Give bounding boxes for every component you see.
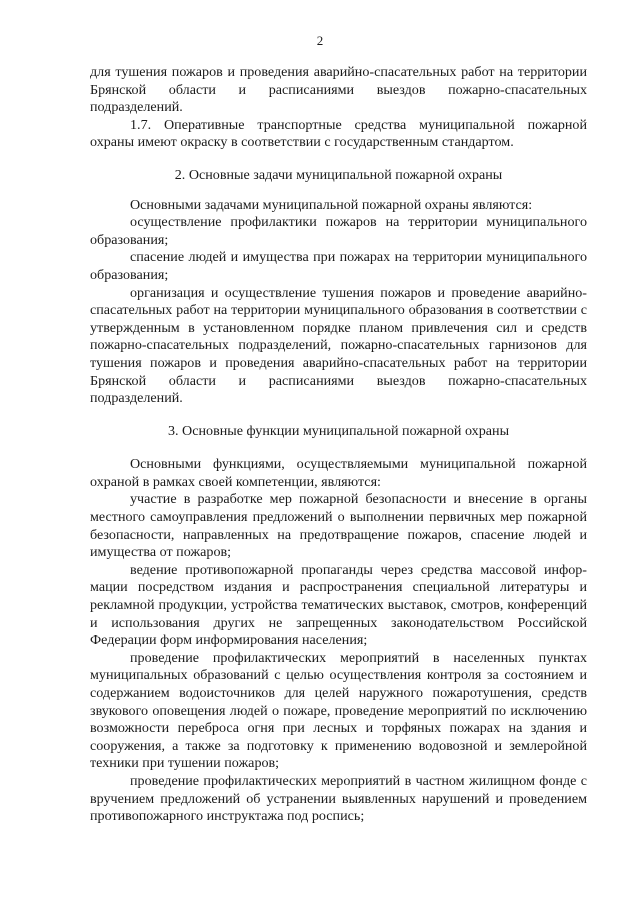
- spacer: [90, 185, 587, 197]
- section-2-item-prevention: осуществление профилактики пожаров на территории муниципального образования;: [90, 214, 587, 248]
- spacer: [90, 440, 587, 456]
- paragraph-1-7: 1.7. Оперативные транспортные средства муниципальной пожарной охраны имеют окраску в соответствии с государственным стандартом.: [90, 116, 587, 151]
- spacer: [90, 152, 587, 167]
- paragraph-continuation: для тушения пожаров и проведения аварийно-спасательных работ на территории Брянской области и расписаниями выездов пожарно-спасательных подразделений.: [90, 64, 587, 116]
- section-3-intro: Основными функциями, осуществляемыми муниципальной пожарной охраной в рамках своей компетенции, являются:: [90, 456, 587, 490]
- section-3-item-private-housing: проведение профилактических мероприятий в частном жилищном фонде с вручением предложений об устранении выявленных нарушений и проведением противопожарного инструктажа под роспись;: [90, 772, 587, 825]
- spacer: [90, 408, 587, 423]
- section-3-item-settlements: проведение профилактических мероприятий в населенных пунктах муниципальных образований с целью осуществления контроля за состоянием и содержанием водоисточников для целей наружного пожаротушения, средств звукового оповещения людей о пожаре, проведение мероприятий по исключению возможности переброса огня при лесных и торфяных пожарах на здания и сооружения, а также за подготовку к применению водовозной и землеройной техники при тушении пожаров;: [90, 649, 587, 772]
- section-3-heading: 3. Основные функции муниципальной пожарной охраны: [167, 422, 510, 439]
- section-3-item-measures: участие в разработке мер пожарной безопасности и внесение в органы местного самоуправления предложений о выполнении первичных мер пожарной безопасности, направленных на предотвращение пожаров, спасение людей и имущества от пожаров;: [90, 491, 587, 561]
- section-2-item-rescue: спасение людей и имущества при пожарах на территории муниципального образования;: [90, 249, 587, 283]
- section-2-heading: 2. Основные задачи муниципальной пожарной охраны: [174, 166, 503, 183]
- section-2-intro: Основными задачами муниципальной пожарной охраны являются:: [130, 196, 533, 213]
- section-2-item-firefighting: организация и осуществление тушения пожаров и проведение аварийно-спасательных работ на территории муниципального образования в соответствии с утвержденным в установленном порядке планом привлечения сил и средств пожарно-спасательных подразделений, пожарно-спасательных гарнизонов для тушения пожаров и проведения аварийно-спасательных работ на территории Брянской области и расписаниями выездов пожарно-спасательных подразделений.: [90, 284, 587, 407]
- page-number: 2: [316, 33, 324, 48]
- section-3-item-propaganda: ведение противопожарной пропаганды через средства массовой информации посредством издания и распространения специальной литературы и рекламной продукции, устройства тематических выставок, смотров, конференций и использования других не запрещенных законодательством Российской Федерации форм информирования населения;: [90, 561, 587, 649]
- document-body: [90, 64, 587, 826]
